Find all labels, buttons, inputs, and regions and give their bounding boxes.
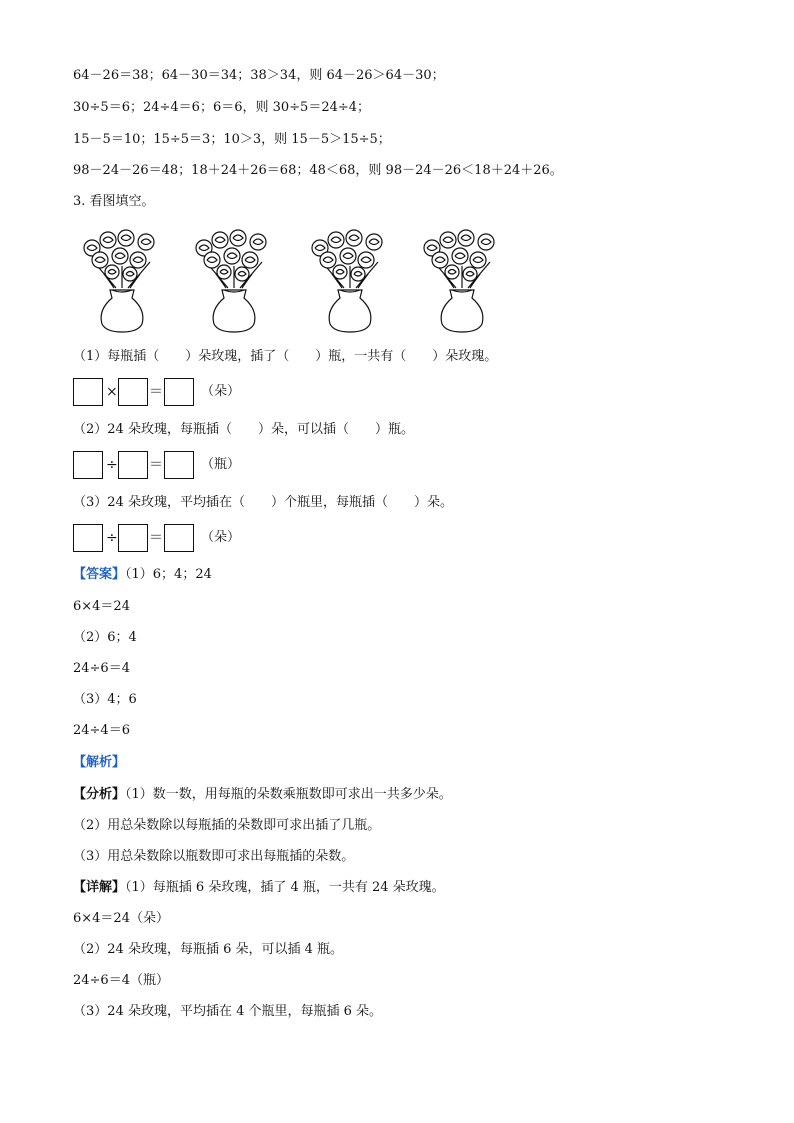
divide-sign: ÷ — [106, 457, 118, 473]
question-part-3: （3）24 朵玫瑰，平均插在（ ）个瓶里，每瓶插（ ）朵。 — [73, 495, 453, 510]
comparison-line-4: 98－24－26＝48；18＋24＋26＝68；48＜68，则 98－24－26＜18＋24＋26。 — [73, 163, 563, 178]
unit-label: （朵） — [201, 530, 241, 545]
xiangjie-label: 【详解】 — [73, 880, 126, 895]
xiangjie-line-1 — [73, 879, 445, 897]
answer-box[interactable] — [73, 524, 103, 552]
xiangjie-first: （1）每瓶插 6 朵玫瑰，插了 4 瓶，一共有 24 朵玫瑰。 — [125, 880, 445, 895]
comparison-line-2: 30÷5＝6；24÷4＝6；6＝6，则 30÷5＝24÷4； — [73, 100, 371, 115]
answer-box[interactable] — [164, 524, 194, 552]
unit-label: （瓶） — [201, 457, 241, 472]
analysis-label: 【解析】 — [73, 755, 126, 770]
unit-label: （朵） — [201, 384, 241, 399]
comparison-line-3: 15－5＝10；15÷5＝3；10＞3，则 15－5＞15÷5； — [73, 132, 391, 147]
question-part-1: （1）每瓶插（ ）朵玫瑰，插了（ ）瓶，一共有（ ）朵玫瑰。 — [73, 349, 498, 364]
fenxi-first: （1）数一数，用每瓶的朵数乘瓶数即可求出一共多少朵。 — [125, 787, 452, 802]
xiangjie-line: 24÷6＝4（瓶） — [73, 973, 169, 988]
multiply-sign: × — [106, 384, 118, 400]
answer-box[interactable] — [118, 378, 148, 406]
answer-label: 【答案】 — [73, 567, 126, 582]
fenxi-line-1 — [73, 786, 452, 804]
answer-box[interactable] — [164, 451, 194, 479]
fenxi-label: 【分析】 — [73, 787, 126, 802]
answer-line: 24÷4＝6 — [73, 723, 130, 738]
xiangjie-line: （3）24 朵玫瑰，平均插在 4 个瓶里，每瓶插 6 朵。 — [73, 1004, 383, 1019]
answer-line: （3）4；6 — [73, 692, 137, 707]
answer-line-1 — [73, 566, 212, 584]
rose-vase-4 — [414, 226, 510, 334]
xiangjie-line: （2）24 朵玫瑰，每瓶插 6 朵，可以插 4 瓶。 — [73, 942, 344, 957]
question-part-2: （2）24 朵玫瑰，每瓶插（ ）朵，可以插（ ）瓶。 — [73, 422, 414, 437]
answer-box[interactable] — [118, 451, 148, 479]
answer-line: 24÷6＝4 — [73, 661, 130, 676]
answer-first: （1）6；4；24 — [125, 567, 212, 582]
answer-box[interactable] — [118, 524, 148, 552]
answer-box[interactable] — [164, 378, 194, 406]
fenxi-line: （3）用总朵数除以瓶数即可求出每瓶插的朵数。 — [73, 849, 355, 864]
divide-sign: ÷ — [106, 530, 118, 546]
xiangjie-line: 6×4＝24（朵） — [73, 911, 169, 926]
equals-sign: ＝ — [149, 457, 163, 473]
answer-line: （2）6；4 — [73, 630, 137, 645]
rose-vase-2 — [186, 226, 282, 334]
answer-box[interactable] — [73, 451, 103, 479]
answer-line: 6×4＝24 — [73, 599, 130, 614]
rose-vase-1 — [74, 226, 170, 334]
fenxi-line: （2）用总朵数除以每瓶插的朵数即可求出插了几瓶。 — [73, 818, 381, 833]
equals-sign: ＝ — [149, 384, 163, 400]
rose-vases-picture — [74, 226, 514, 336]
equals-sign: ＝ — [149, 530, 163, 546]
rose-vase-3 — [302, 226, 398, 334]
question-title: 3. 看图填空。 — [73, 194, 155, 209]
answer-box[interactable] — [73, 378, 103, 406]
comparison-line-1: 64－26＝38；64－30＝34；38＞34，则 64－26＞64－30； — [73, 68, 445, 83]
